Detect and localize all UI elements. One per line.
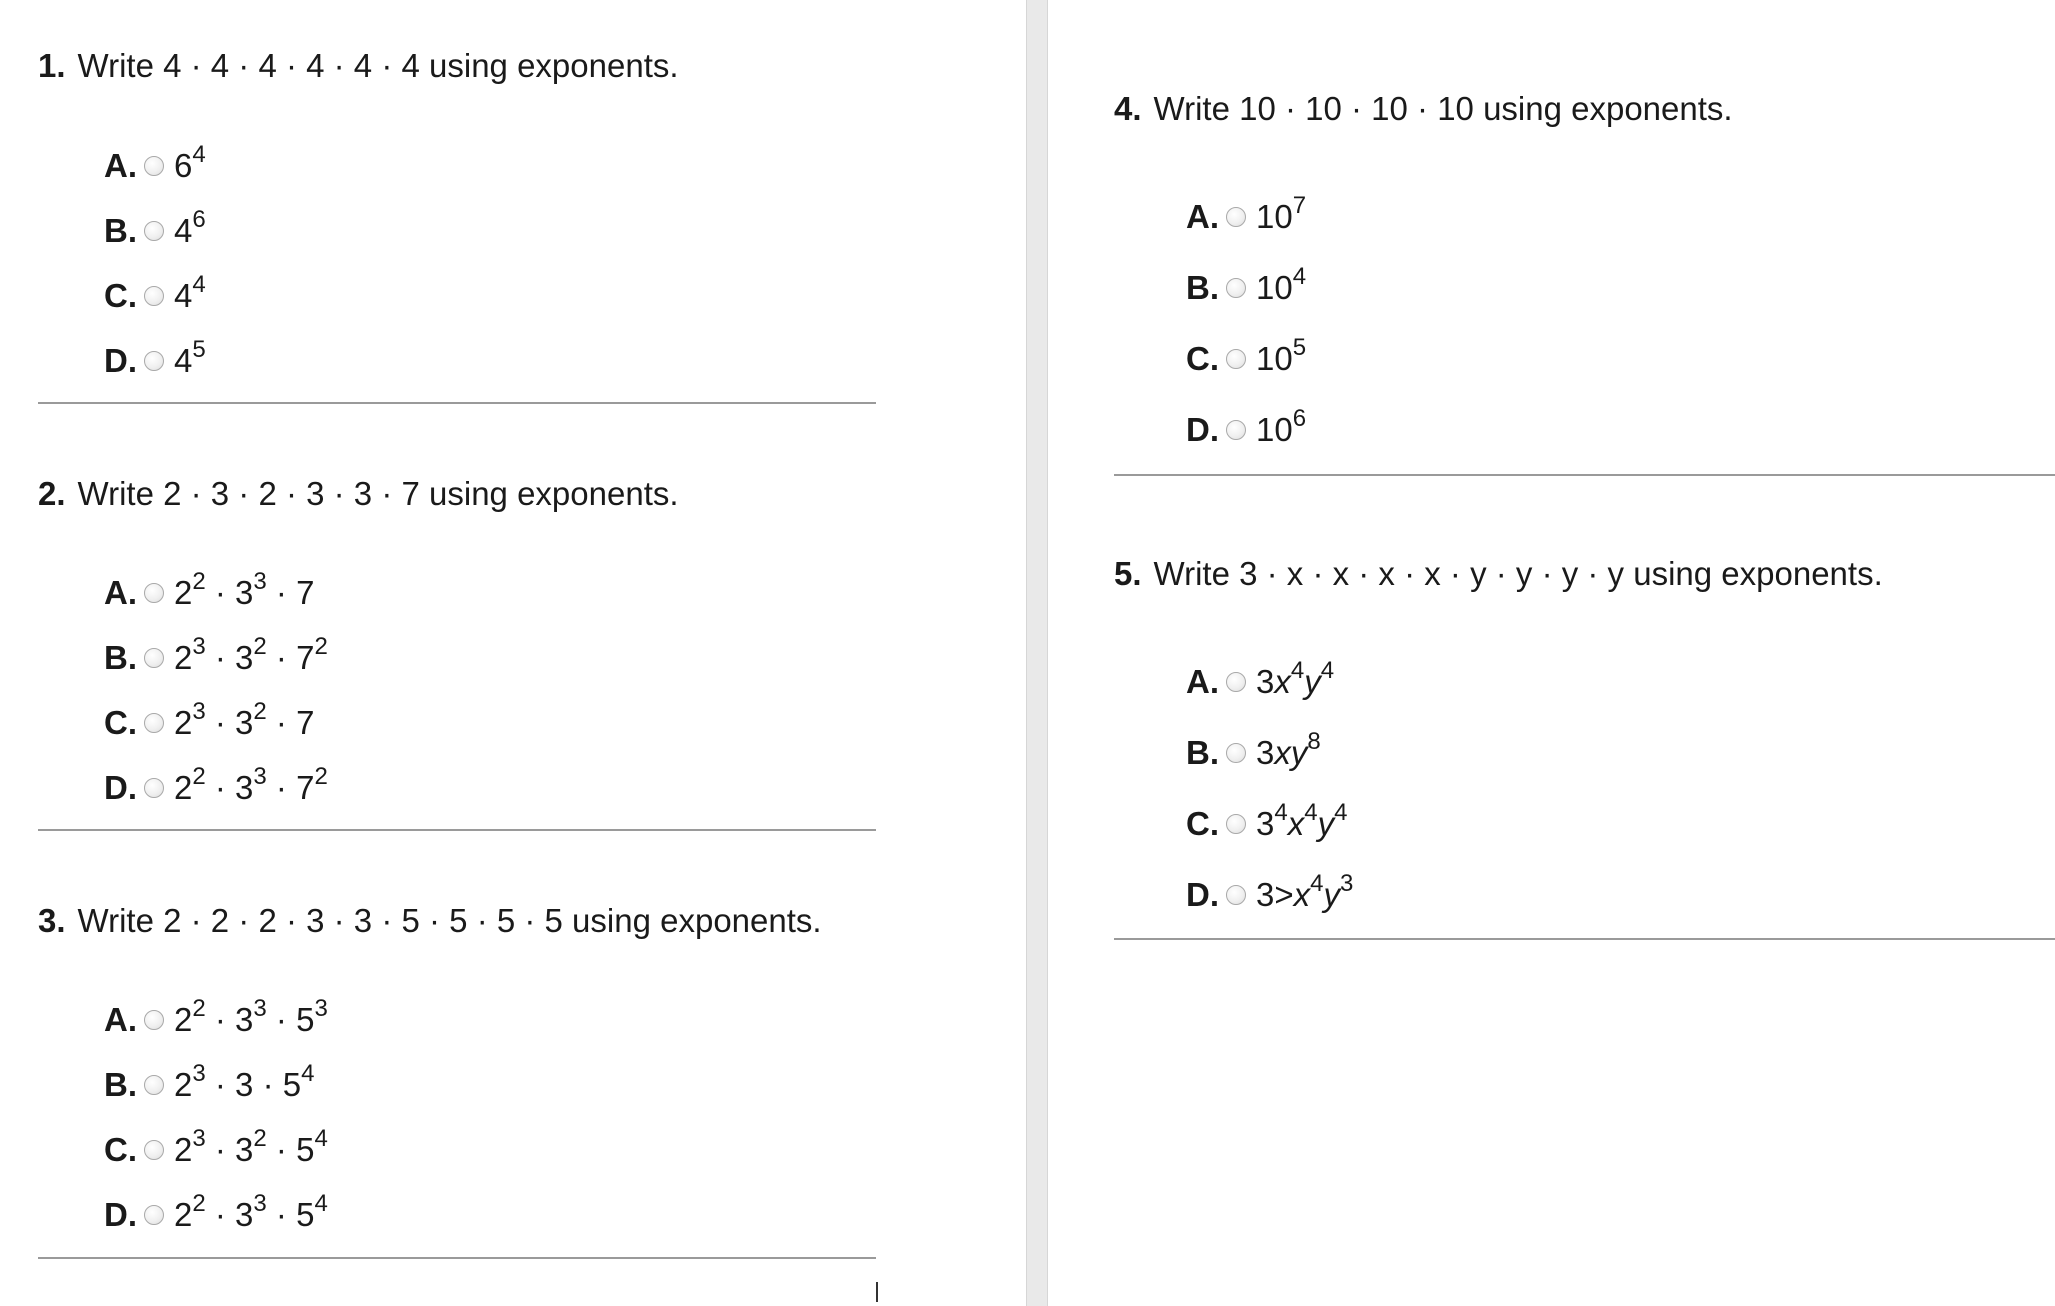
question-prompt: Write 10 · 10 · 10 · 10 using exponents. (1153, 90, 1733, 127)
choice-expression (174, 206, 206, 250)
choice-expression (1256, 728, 1321, 772)
multiply-dot: · (266, 574, 297, 611)
choice-expression (174, 763, 328, 807)
multiply-dot: · (205, 1066, 236, 1103)
radio-button[interactable] (144, 1205, 164, 1225)
radio-button[interactable] (1226, 743, 1246, 763)
variable: y (1290, 734, 1308, 771)
choice-1a[interactable] (104, 141, 206, 186)
choice-letter: B. (1186, 269, 1219, 306)
multiply-dot: · (205, 1131, 236, 1168)
radio-button[interactable] (1226, 420, 1246, 440)
question-4-header (1114, 90, 1733, 128)
choice-2d[interactable] (104, 763, 328, 808)
expression-base: 7 (296, 769, 315, 806)
expression-exponent: 3 (314, 995, 328, 1022)
multiply-dot: · (266, 704, 297, 741)
text-cursor-icon (876, 1282, 878, 1302)
expression-exponent: 3 (253, 763, 267, 790)
expression-exponent: 3 (192, 1060, 206, 1087)
expression-base: 3 (235, 574, 254, 611)
expression-base: 3 (235, 639, 254, 676)
question-number: 4. (1114, 90, 1142, 127)
coefficient: 3 (1256, 734, 1275, 771)
expression-exponent: 8 (1307, 728, 1321, 755)
expression-exponent: 3 (253, 568, 267, 595)
variable: x (1293, 876, 1311, 913)
question-5-header (1114, 555, 1883, 593)
choice-letter: D. (104, 342, 137, 379)
expression-base: 10 (1256, 269, 1293, 306)
choice-2b[interactable] (104, 633, 328, 678)
expression-base: 5 (296, 1131, 315, 1168)
choice-expression (174, 568, 315, 612)
multiply-dot: · (205, 639, 236, 676)
expression-base: 3 (235, 1196, 254, 1233)
expression-base: 5 (296, 1196, 315, 1233)
radio-button[interactable] (1226, 349, 1246, 369)
variable: y (1317, 805, 1335, 842)
expression-exponent: 3 (192, 698, 206, 725)
choice-letter: D. (104, 769, 137, 806)
choice-expression (1256, 870, 1354, 914)
choice-3c[interactable] (104, 1125, 328, 1170)
expression-base: 10 (1256, 198, 1293, 235)
question-2-header (38, 475, 679, 513)
question-3-header (38, 902, 822, 940)
variable: x (1274, 734, 1291, 771)
choice-expression (174, 633, 328, 677)
radio-button[interactable] (144, 351, 164, 371)
choice-letter: C. (104, 1131, 137, 1168)
choice-5d[interactable] (1186, 870, 1354, 915)
expression-exponent: 3 (192, 633, 206, 660)
expression-exponent: 2 (192, 1190, 206, 1217)
expression-base: 7 (296, 639, 315, 676)
expression-exponent: 2 (314, 763, 328, 790)
radio-button[interactable] (144, 778, 164, 798)
expression-exponent: 6 (192, 206, 206, 233)
expression-exponent: 4 (1310, 870, 1324, 897)
expression-base: 5 (282, 1066, 302, 1103)
radio-button[interactable] (144, 648, 164, 668)
radio-button[interactable] (144, 1010, 164, 1030)
variable: x (1287, 805, 1305, 842)
coefficient: 3 (1256, 663, 1275, 700)
choice-4b[interactable] (1186, 263, 1307, 308)
choice-letter: D. (1186, 876, 1219, 913)
expression-exponent: 4 (1334, 799, 1348, 826)
choice-4c[interactable] (1186, 334, 1307, 379)
expression-exponent: 4 (192, 141, 206, 168)
question-divider (1114, 938, 2055, 940)
choice-2a[interactable] (104, 568, 315, 613)
variable: y (1323, 876, 1340, 913)
choice-3d[interactable] (104, 1190, 328, 1235)
multiply-dot: · (266, 1196, 297, 1233)
expression-base: 2 (174, 704, 193, 741)
choice-letter: B. (104, 212, 137, 249)
choice-expression (1256, 263, 1307, 307)
choice-letter: A. (104, 147, 137, 184)
choice-1b[interactable] (104, 206, 206, 251)
choice-expression (1256, 334, 1307, 378)
choice-expression (1256, 192, 1307, 236)
expression-exponent: 4 (1304, 799, 1318, 826)
expression-base: 4 (174, 212, 193, 249)
radio-button[interactable] (144, 156, 164, 176)
choice-expression (174, 141, 206, 185)
expression-base: 2 (174, 769, 193, 806)
choice-4d[interactable] (1186, 405, 1307, 450)
multiply-dot: · (266, 769, 297, 806)
expression-base: 3 (235, 769, 254, 806)
question-divider (38, 402, 876, 404)
choice-2c[interactable] (104, 698, 315, 743)
radio-button[interactable] (144, 713, 164, 733)
choice-expression (174, 698, 315, 742)
choice-5c[interactable] (1186, 799, 1348, 844)
choice-letter: C. (1186, 340, 1219, 377)
radio-button[interactable] (144, 1140, 164, 1160)
question-prompt: Write 4 · 4 · 4 · 4 · 4 · 4 using exponents. (77, 47, 679, 84)
expression-exponent: 3 (192, 1125, 206, 1152)
multiply-dot: · (205, 1196, 236, 1233)
expression-base: 2 (174, 574, 193, 611)
expression-exponent: 4 (1274, 799, 1288, 826)
expression-base: 7 (296, 704, 315, 741)
choice-letter: A. (104, 1001, 137, 1038)
expression-exponent: 3 (253, 995, 267, 1022)
expression-exponent: 3 (1339, 870, 1354, 897)
expression-base: 3 (235, 704, 254, 741)
choice-5b[interactable] (1186, 728, 1321, 773)
multiply-dot: · (253, 1066, 283, 1103)
expression-exponent: 2 (253, 698, 267, 725)
question-prompt: Write 2 · 3 · 2 · 3 · 3 · 7 using exponents. (77, 475, 679, 512)
expression-exponent: 4 (314, 1125, 328, 1152)
choice-letter: D. (104, 1196, 137, 1233)
expression-exponent: 5 (192, 336, 206, 363)
expression-base: 4 (174, 342, 193, 379)
expression-base: 3 (235, 1066, 254, 1103)
question-number: 2. (38, 475, 66, 512)
expression-exponent: 2 (253, 633, 267, 660)
choice-expression (174, 1060, 315, 1104)
question-1-header (38, 47, 679, 85)
choice-4a[interactable] (1186, 192, 1307, 237)
expression-base: 3 (235, 1001, 254, 1038)
choice-letter: D. (1186, 411, 1219, 448)
expression-base: 6 (174, 147, 193, 184)
question-number: 3. (38, 902, 66, 939)
choice-expression (174, 271, 206, 315)
variable: y (1304, 663, 1321, 700)
choice-expression (174, 1125, 328, 1169)
choice-expression (174, 336, 206, 380)
choice-expression (174, 1190, 328, 1234)
radio-button[interactable] (1226, 207, 1246, 227)
choice-1d[interactable] (104, 336, 206, 381)
expression-exponent: 2 (192, 763, 206, 790)
choice-letter: A. (1186, 198, 1219, 235)
expression-exponent: 2 (314, 633, 328, 660)
expression-base: 2 (174, 1066, 193, 1103)
coefficient: 3> (1256, 876, 1294, 913)
expression-exponent: 7 (1292, 192, 1307, 219)
expression-exponent: 5 (1292, 334, 1307, 361)
radio-button[interactable] (144, 583, 164, 603)
choice-letter: A. (1186, 663, 1219, 700)
expression-base: 4 (174, 277, 193, 314)
expression-base: 3 (235, 1131, 254, 1168)
choice-letter: B. (104, 1066, 137, 1103)
expression-base: 2 (174, 1131, 193, 1168)
question-divider (38, 829, 876, 831)
choice-1c[interactable] (104, 271, 206, 316)
radio-button[interactable] (144, 221, 164, 241)
choice-letter: C. (104, 277, 137, 314)
expression-exponent: 4 (314, 1190, 328, 1217)
radio-button[interactable] (1226, 672, 1246, 692)
choice-5a[interactable] (1186, 657, 1335, 702)
variable: x (1274, 663, 1291, 700)
question-prompt: Write 2 · 2 · 2 · 3 · 3 · 5 · 5 · 5 · 5 using exponents. (77, 902, 822, 939)
expression-base: 2 (174, 1001, 193, 1038)
choice-expression (1256, 799, 1348, 843)
expression-exponent: 4 (1320, 657, 1335, 684)
expression-exponent: 2 (192, 568, 206, 595)
expression-exponent: 2 (253, 1125, 267, 1152)
multiply-dot: · (205, 769, 236, 806)
multiply-dot: · (266, 1131, 297, 1168)
multiply-dot: · (266, 1001, 297, 1038)
radio-button[interactable] (144, 286, 164, 306)
choice-letter: B. (1186, 734, 1219, 771)
question-prompt: Write 3 · x · x · x · x · y · y · y · y using exponents. (1153, 555, 1883, 592)
expression-base: 5 (296, 1001, 315, 1038)
question-number: 1. (38, 47, 66, 84)
expression-exponent: 2 (192, 995, 206, 1022)
choice-3a[interactable] (104, 995, 328, 1040)
expression-base: 10 (1256, 411, 1293, 448)
expression-base: 2 (174, 639, 193, 676)
choice-expression (1256, 405, 1307, 449)
expression-exponent: 4 (301, 1060, 315, 1087)
column-splitter (1026, 0, 1048, 1306)
expression-base: 7 (296, 574, 315, 611)
radio-button[interactable] (1226, 814, 1246, 834)
radio-button[interactable] (1226, 278, 1246, 298)
choice-letter: C. (104, 704, 137, 741)
choice-letter: B. (104, 639, 137, 676)
expression-base: 10 (1256, 340, 1293, 377)
expression-exponent: 4 (1290, 657, 1305, 684)
radio-button[interactable] (1226, 885, 1246, 905)
expression-exponent: 4 (1292, 263, 1307, 290)
expression-exponent: 4 (192, 271, 206, 298)
multiply-dot: · (205, 704, 236, 741)
choice-expression (174, 995, 328, 1039)
multiply-dot: · (205, 1001, 236, 1038)
choice-expression (1256, 657, 1335, 701)
choice-letter: C. (1186, 805, 1219, 842)
expression-exponent: 3 (253, 1190, 267, 1217)
radio-button[interactable] (144, 1075, 164, 1095)
multiply-dot: · (205, 574, 236, 611)
multiply-dot: · (266, 639, 297, 676)
question-divider (38, 1257, 876, 1259)
expression-exponent: 6 (1292, 405, 1307, 432)
coefficient: 3 (1256, 805, 1275, 842)
question-number: 5. (1114, 555, 1142, 592)
expression-base: 2 (174, 1196, 193, 1233)
choice-letter: A. (104, 574, 137, 611)
choice-3b[interactable] (104, 1060, 315, 1105)
question-divider (1114, 474, 2055, 476)
